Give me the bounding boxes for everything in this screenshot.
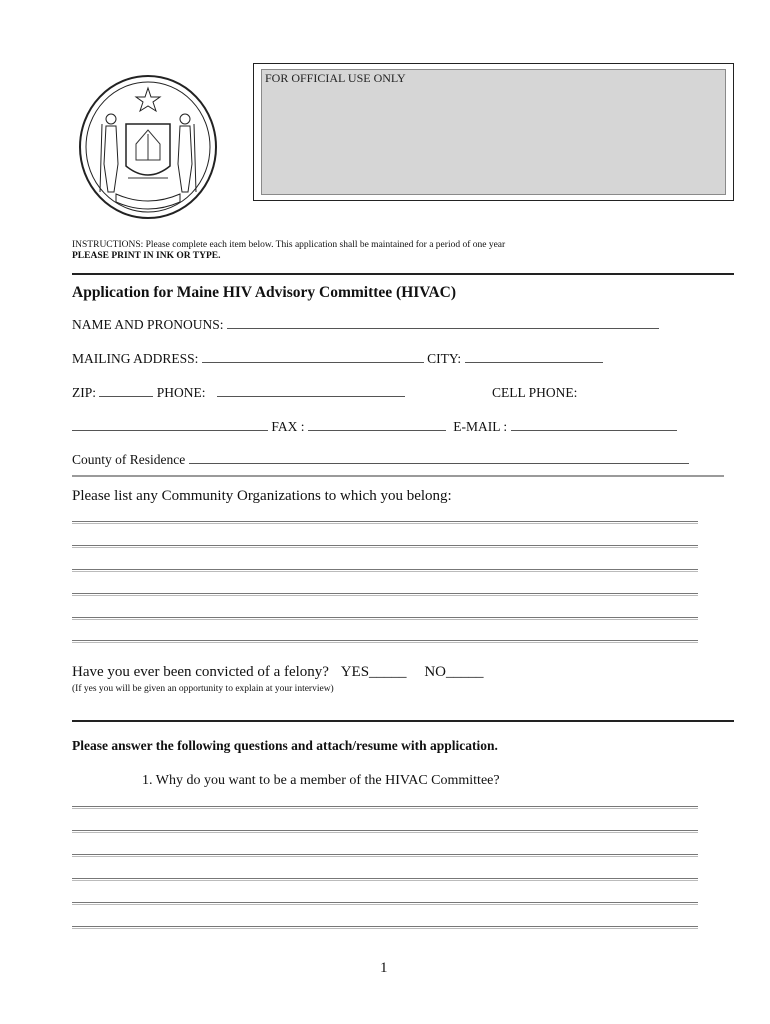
felony-question: Have you ever been convicted of a felony? (72, 664, 329, 680)
mailing-address-label: MAILING ADDRESS: (72, 351, 199, 366)
fax-label: FAX : (271, 419, 305, 434)
email-label: E-MAIL : (453, 419, 508, 434)
mailing-address-field[interactable] (202, 351, 424, 363)
organizations-line[interactable] (72, 569, 698, 572)
official-use-label: FOR OFFICIAL USE ONLY (265, 71, 406, 85)
answer-line[interactable] (72, 806, 698, 809)
county-label: County of Residence (72, 452, 186, 467)
fax-email-row (72, 419, 677, 435)
section-divider-county (72, 475, 724, 477)
instructions-text: INSTRUCTIONS: Please complete each item below. This application shall be maintained for a period of one year (72, 240, 506, 250)
form-title: Application for Maine HIV Advisory Committee (HIVAC) (72, 284, 457, 301)
questions-heading: Please answer the following questions and attach/resume with application. (72, 738, 498, 753)
answer-line[interactable] (72, 902, 698, 905)
organizations-line[interactable] (72, 617, 698, 620)
felony-yes-field[interactable]: YES_____ (340, 664, 407, 680)
organizations-line[interactable] (72, 593, 698, 596)
zip-field[interactable] (99, 385, 153, 397)
page-number: 1 (380, 960, 388, 976)
phone-label: PHONE: (156, 385, 206, 400)
name-row (72, 317, 659, 333)
instructions-emphasis: PLEASE PRINT IN INK OR TYPE. (72, 251, 221, 261)
county-row (72, 452, 689, 468)
city-field[interactable] (465, 351, 603, 363)
answer-line[interactable] (72, 878, 698, 881)
fax-field[interactable] (308, 419, 446, 431)
section-divider-top (72, 273, 734, 275)
county-field[interactable] (189, 452, 689, 464)
phone-field[interactable] (217, 385, 405, 397)
organizations-label: Please list any Community Organizations to which you belong: (72, 488, 452, 504)
official-use-box (253, 63, 734, 201)
zip-phone-row (72, 385, 405, 401)
organizations-line[interactable] (72, 640, 698, 643)
question-1: 1. Why do you want to be a member of the HIVAC Committee? (142, 773, 500, 788)
organizations-line[interactable] (72, 521, 698, 524)
answer-line[interactable] (72, 830, 698, 833)
name-label: NAME AND PRONOUNS: (72, 317, 224, 332)
cell-phone-field[interactable] (72, 419, 268, 431)
cell-phone-label: CELL PHONE: (492, 385, 578, 400)
zip-label: ZIP: (72, 385, 97, 400)
official-use-shaded-area (261, 69, 726, 195)
answer-line[interactable] (72, 926, 698, 929)
felony-no-field[interactable]: NO_____ (424, 664, 484, 680)
maine-state-seal-icon (78, 74, 218, 220)
felony-row (72, 664, 483, 681)
email-field[interactable] (511, 419, 677, 431)
answer-line[interactable] (72, 854, 698, 857)
section-divider-questions (72, 720, 734, 722)
city-label: CITY: (427, 351, 462, 366)
felony-note: (If yes you will be given an opportunity to explain at your interview) (72, 684, 334, 694)
organizations-line[interactable] (72, 545, 698, 548)
mailing-row (72, 351, 603, 367)
name-field[interactable] (227, 317, 659, 329)
